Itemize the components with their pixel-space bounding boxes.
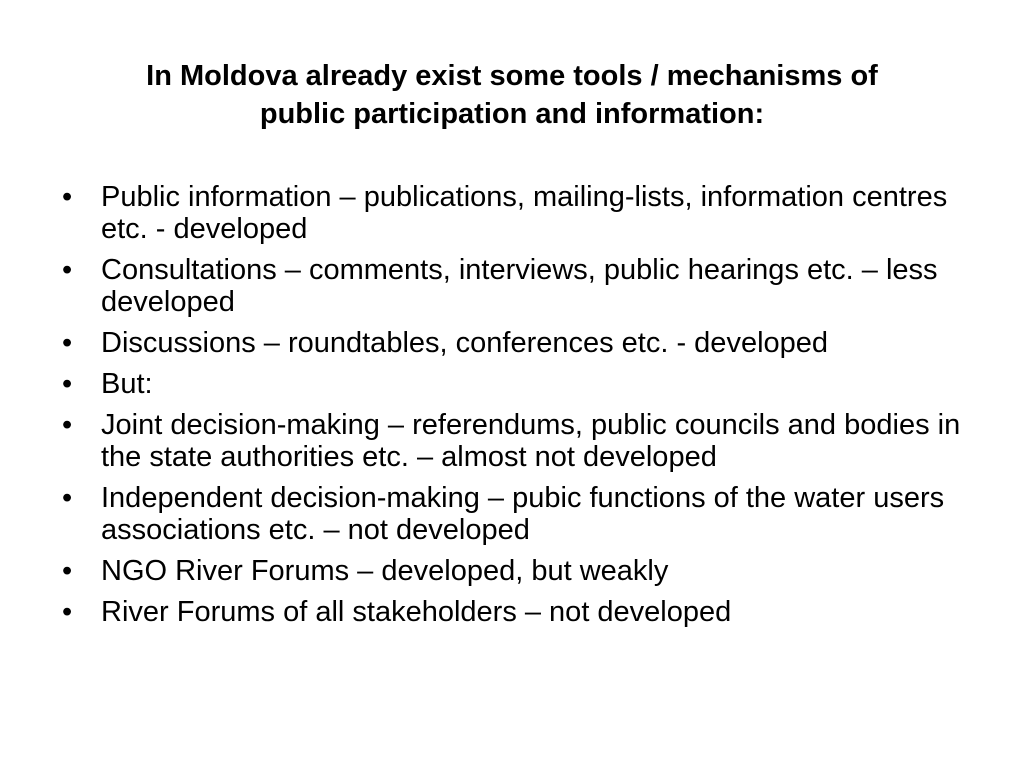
- bullet-text: NGO River Forums – developed, but weakly: [101, 555, 669, 587]
- bullet-text: Discussions – roundtables, conferences etc. - developed: [101, 327, 829, 359]
- slide-title-line-1: In Moldova already exist some tools / mechanisms of: [146, 60, 878, 92]
- bullet-text: Independent decision-making – pubic functions of the water users associations etc. – not developed: [101, 482, 945, 546]
- bullet-text: Public information – publications, mailing-lists, information centres etc. - developed: [101, 181, 948, 245]
- bullet-item-ngo-river-forums: [60, 555, 980, 587]
- bullet-item-joint-decision-making: [60, 409, 980, 473]
- bullet-dot-icon: •: [62, 482, 73, 514]
- bullet-list: [60, 181, 980, 637]
- bullet-dot-icon: •: [62, 327, 73, 359]
- bullet-item-independent-decision-making: [60, 482, 980, 546]
- bullet-text: River Forums of all stakeholders – not developed: [101, 596, 732, 628]
- bullet-text: Consultations – comments, interviews, public hearings etc. – less developed: [101, 254, 938, 318]
- bullet-item-river-forums-all-stakeholders: [60, 596, 980, 628]
- bullet-dot-icon: •: [62, 596, 73, 628]
- bullet-item-consultations: [60, 254, 980, 318]
- bullet-text: Joint decision-making – referendums, public councils and bodies in the state authorities etc. – almost not developed: [101, 409, 961, 473]
- slide-title-line-2: public participation and information:: [259, 98, 765, 130]
- slide-title: [60, 57, 964, 133]
- bullet-item-public-information: [60, 181, 980, 245]
- bullet-text: But:: [101, 368, 153, 400]
- bullet-dot-icon: •: [62, 368, 73, 400]
- bullet-item-discussions: [60, 327, 980, 359]
- bullet-item-but: [60, 368, 980, 400]
- bullet-dot-icon: •: [62, 555, 73, 587]
- bullet-dot-icon: •: [62, 181, 73, 213]
- bullet-dot-icon: •: [62, 254, 73, 286]
- bullet-dot-icon: •: [62, 409, 73, 441]
